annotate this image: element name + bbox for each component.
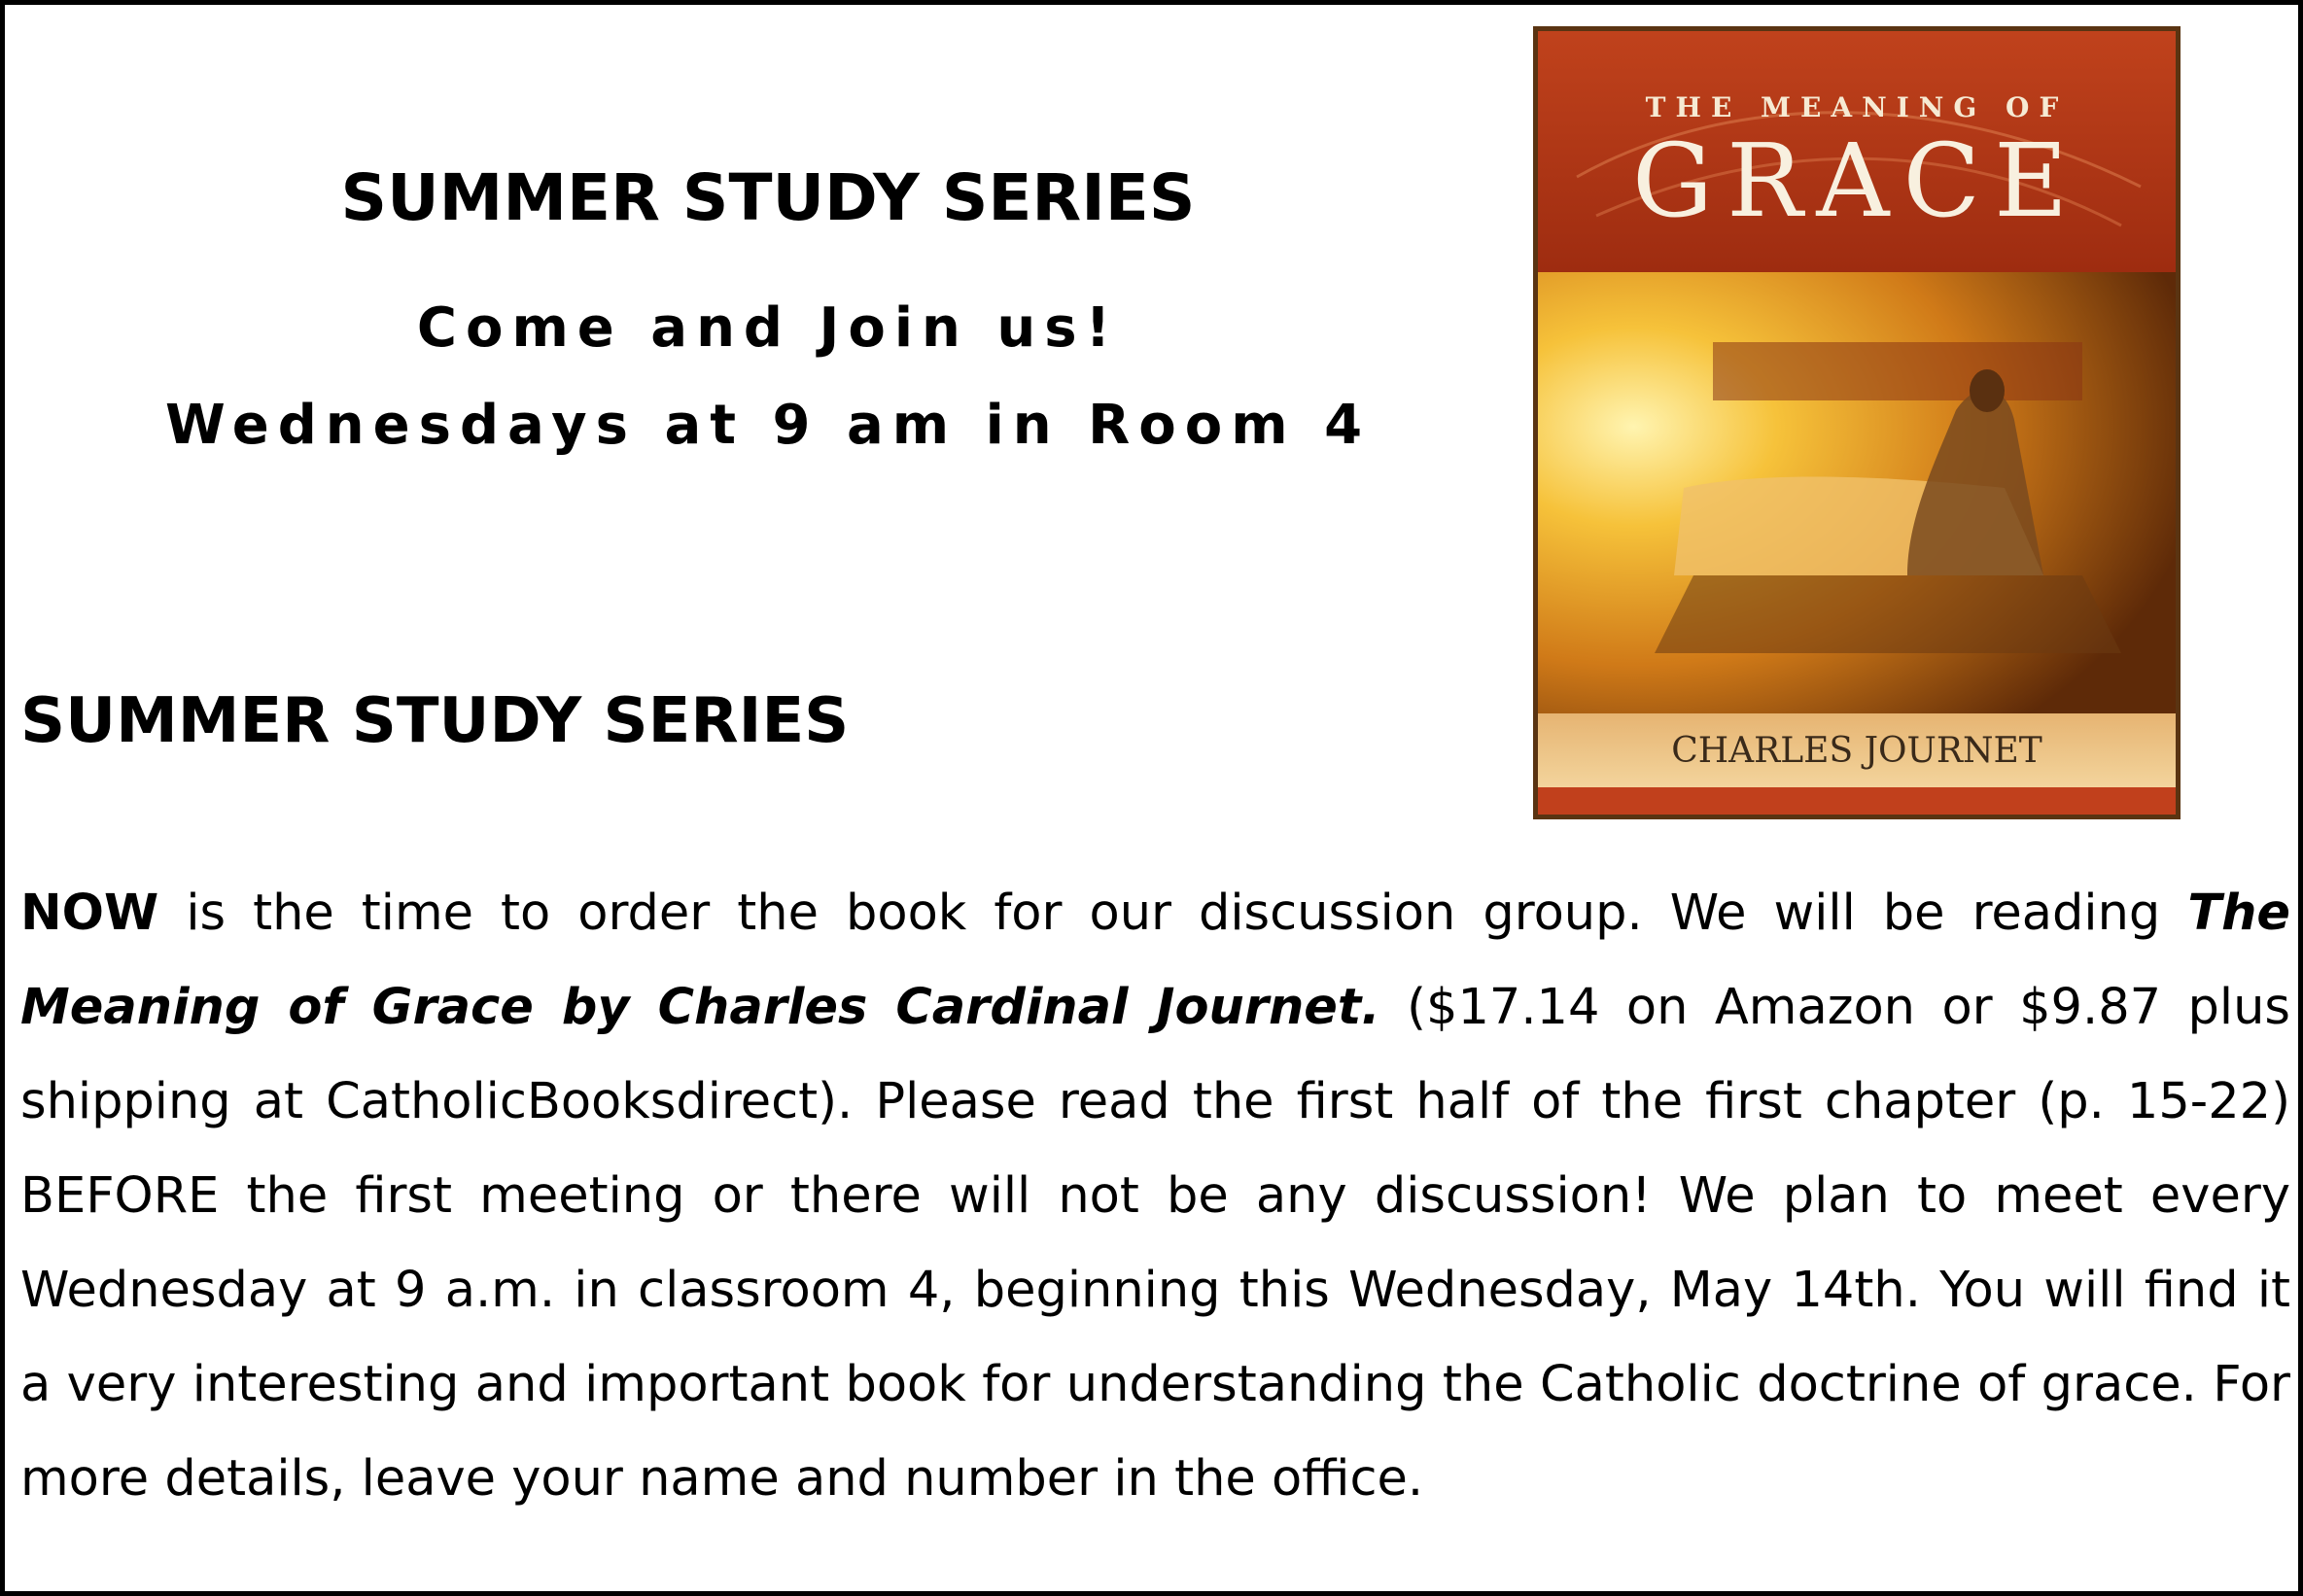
cover-title-main: GRACE (1632, 121, 2081, 240)
invite-line: Come and Join us! (416, 296, 1120, 360)
cover-title-top: THE MEANING OF (1645, 91, 2069, 123)
section-title: SUMMER STUDY SERIES (20, 685, 850, 757)
page-title: SUMMER STUDY SERIES (340, 160, 1196, 235)
book-title: The Meaning of Grace by Charles Cardinal Journet. (20, 885, 2290, 1036)
body-text-1: is the time to order the book for our discussion group. We will be reading (158, 885, 2188, 942)
schedule-line: Wednesdays at 9 am in Room 4 (164, 394, 1372, 457)
body-paragraph (20, 866, 2290, 1526)
body-lead: NOW (20, 885, 159, 942)
cover-author: CHARLES JOURNET (1671, 731, 2042, 771)
book-cover-image (1533, 26, 2181, 819)
body-text-2: ($17.14 on Amazon or $9.87 plus shipping at CatholicBooksdirect). Please read the first half of the first chapter (p. 15-22) BEFORE the first meeting or there will not be any discussion! We plan to meet every Wednesday at 9 a.m. in classroom 4, beginning this Wednesday, May 14th. You will find it a very interesting and important book for understanding the Catholic doctrine of grace. For more details, leave your name and number in the office. (20, 979, 2290, 1508)
